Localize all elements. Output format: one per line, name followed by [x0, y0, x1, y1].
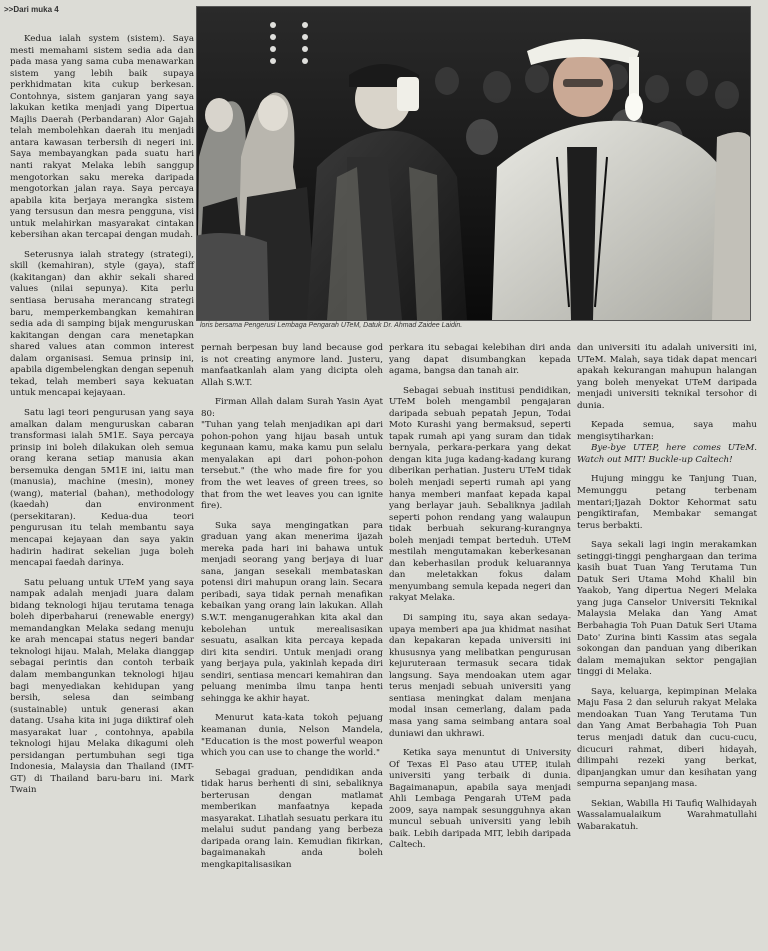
paragraph: Ketika saya menuntut di University Of Texas El Paso atau UTEP, itulah universiti yang terbaik di dunia. Bagaimanapun, apabila saya menjadi Ahli Lembaga Pengarah UTeM pada 2009, saya nampak sesungguhnya akan muncul sebuah universiti yang lebih baik. Lebih daripada MIT, lebih daripada Caltech. — [389, 748, 571, 851]
article-column-3 — [389, 343, 571, 852]
paragraph: Saya, keluarga, kepimpinan Melaka Maju Fasa 2 dan seluruh rakyat Melaka mendoakan Tuan Yang Terutama Tun dan Yang Amat Berbahagia Toh Puan terus menjadi datuk dan cucu-cucu, dicucuri rahmat, diberi hidayah, dilimpahi rezeki yang berkat, dipanjangkan umur dan kesihatan yang sempurna sepanjang masa. — [577, 686, 757, 790]
pantun: Hujung minggu ke Tanjung Tuan, Memunggu petang terbenam mentari;Ijazah Doktor Kehormat satu pengiktirafan, Membakar semangat terus berbakti. — [577, 474, 757, 531]
paragraph: perkara itu sebagai kelebihan diri anda yang dapat disumbangkan kepada agama, bangsa dan tanah air. — [389, 343, 571, 377]
paragraph: Satu lagi teori pengurusan yang saya amalkan dalam menguruskan cabaran transformasi ialah 5M1E. Saya percaya prinsip ini boleh dilakukan oleh semua orang kerana setiap manusia akan bersemuka dengan 5M1E ini, iaitu man (manusia), machine (mesin), money (wang), material (bahan), methodology (kaedah) dan environment (persekitaran). Kedua-dua teori pengurusan itu telah membantu saya mencapai kejayaan dan saya yakin hadirin hadirat sekelian juga boleh mencapai faedah darinya. — [10, 407, 194, 569]
paragraph: dan universiti itu adalah universiti ini, UTeM. Malah, saya tidak dapat mencari apakah kekurangan mahupun halangan yang boleh menyekat UTeM daripada menjadi universiti teknikal tersohor di dunia. — [577, 343, 757, 411]
paragraph: Sebagai sebuah institusi pendidikan, UTeM boleh mengambil pengajaran daripada sebuah pepatah Jepun, Todai Moto Kurashi yang bermaksud, seperti tapak rumah api yang suram dan tidak bernyala, perkara-perkara yang dekat dengan kita juga kadang-kadang kurang diberikan perhatian. Justeru UTeM tidak boleh menjadi seperti rumah api yang hanya memberi manfaat kepada kapal yang berlayar jauh. Sebaliknya jadilah seperti pohon rendang yang walaupun tidak berbuah sekurang-kurangnya boleh menjadi tempat berteduh. UTeM mestilah mengutamakan keberkesanan dan keberhasilan produk keluarannya dan meletakkan fokus dalam menyumbang semula kepada negeri dan rakyat Melaka. — [389, 385, 571, 604]
paragraph: Firman Allah dalam Surah Yasin Ayat 80: — [201, 397, 383, 419]
paragraph: Kedua ialah system (sistem). Saya mesti memahami sistem sedia ada dan pada masa yang sama cuba menawarkan sistem yang lebih baik supaya perkhidmatan kita cukup berkesan. Contohnya, sistem ganjaran yang saya lakukan ketika menjadi yang Dipertua Majlis Daerah (Perbandaran) Alor Gajah telah membolehkan daerah itu menjadi antara kawasan terbersih di negeri ini. Saya membayangkan pada suatu hari nanti rakyat Melaka lebih sanggup mengotorkan saku mereka daripada mengotorkan jalan raya. Saya percaya apabila kita berjaya merangka sistem yang tersusun dan mesra pengguna, visi untuk melahirkan masyarakat cintakan kebersihan akan tercapai dengan mudah. — [10, 34, 194, 241]
paragraph: Sebagai graduan, pendidikan anda tidak harus berhenti di sini, sebaliknya berterusan dengan matlamat memberikan manfaatnya kepada masyarakat. Lihatlah sesuatu perkara itu melalui sudut pandang yang berbeza daripada orang lain. Kemudian fikirkan, bagaimanakah anda boleh mengkapitalisasikan — [201, 767, 383, 870]
paragraph: Suka saya mengingatkan para graduan yang akan menerima ijazah mereka pada hari ini bahawa untuk menjadi seorang yang berjaya di luar sana, jangan sesekali membataskan potensi diri mahupun orang lain. Secara peribadi, saya tidak pernah menafikan kebaikan yang orang lain lakukan. Allah S.W.T. menganugerahkan kita akal dan kebolehan untuk merealisasikan sesuatu, asalkan kita percaya kepada diri kita sendiri. Untuk menjadi orang yang berjaya pula, yakinlah kepada diri sendiri, sentiasa mencari kemahiran dan peluang menimba ilmu tanpa henti sehingga ke akhir hayat. — [201, 520, 383, 704]
running-head: >>Dari muka 4 — [4, 5, 59, 14]
declaration: Bye-bye UTEP, here comes UTeM. Watch out MIT! Buckle-up Caltech! — [577, 443, 757, 465]
photo-illustration — [197, 7, 750, 320]
paragraph: Seterusnya ialah strategy (strategi), skill (kemahiran), style (gaya), staff (kakitangan) dan akhir sekali shared values (nilai sepunya). Kita perlu sentiasa berusaha merancang strategi baru, memperkembangkan kemahiran sedia ada di samping bijak menguruskan kakitangan dengan cara menetapkan shared values atan common interest dalam organisasi. Semua prinsip ini, apabila digembelengkan dengan sepenuh tekad, telah memberi saya kekuatan untuk mencapai kejayaan. — [10, 249, 194, 399]
closing: Sekian, Wabilla Hi Taufiq Walhidayah Wassalamualaikum Warahmatullahi Wabarakatuh. — [577, 798, 757, 832]
paragraph: Saya sekali lagi ingin merakamkan setinggi-tinggi penghargaan dan terima kasih buat Tuan Yang Terutama Tun Datuk Seri Utama Mohd Khalil bin Yaakob, Yang dipertua Negeri Melaka yang juga Canselor Universiti Teknikal Malaysia Melaka dan Yang Amat Berbahagia Toh Puan Datuk Seri Utama Dato' Zurina binti Kassim atas segala sokongan dan panduan yang diberikan dalam memajukan sektor pengajian tinggi di Melaka. — [577, 540, 757, 678]
paragraph: pernah berpesan buy land because god is not creating anymore land. Justeru, manfaatkanlah alam yang dicipta oleh Allah S.W.T. — [201, 343, 383, 388]
article-column-2 — [201, 343, 383, 872]
article-column-4 — [577, 343, 757, 833]
paragraph: Di samping itu, saya akan sedaya-upaya memberi apa jua khidmat nasihat dan kepakaran kepada universiti ini khususnya yang melibatkan pengurusan kejuruteraan termasuk secara tidak langsung. Saya mendoakan utem agar terus menjadi sebuah universiti yang sentiasa meningkat dalam menjana modal insan cemerlang, dalam pada masa yang sama seimbang antara soal duniawi dan ukhrawi. — [389, 613, 571, 739]
paragraph: Menurut kata-kata tokoh pejuang keamanan dunia, Nelson Mandela, "Education is the most powerful weapon which you can use to change the world." — [201, 713, 383, 759]
photo-caption: loris bersama Pengerusi Lembaga Pengarah UTeM, Datuk Dr. Ahmad Zaidee Laidin. — [200, 322, 463, 329]
graduation-photo — [196, 6, 751, 321]
article-column-1 — [10, 34, 194, 797]
paragraph: Kepada semua, saya mahu mengisytiharkan: — [577, 420, 757, 442]
quranic-quote: "Tuhan yang telah menjadikan api dari pohon-pohon yang hijau basah untuk kegunaan kamu, maka kamu pun selalu menyalakan api dari pohon-pohon tersebut." (the who made fire for you from the wet leaves of green trees, so that from the wet leaves you can ignite fire). — [201, 420, 383, 512]
paragraph: Satu peluang untuk UTeM yang saya nampak adalah menjadi juara dalam bidang teknologi hijau terutama tenaga boleh diperbaharui (renewable energy) memandangkan Melaka sedang menuju ke arah mencapai status negeri bandar teknologi hijau. Malah, Melaka dianggap sebagai perintis dan contoh terbaik dalam membangunkan teknologi hijau bagi menyediakan kehidupan yang bersih, selesa dan seimbang (sustainable) untuk generasi akan datang. Usaha kita ini juga diiktiraf oleh masyarakat luar , contohnya, apabila teknologi hijau Melaka dikagumi oleh persidangan pertumbuhan segi tiga Indonesia, Malaysia dan Thailand (IMT-GT) di Thailand baru-baru ini. Mark Twain — [10, 577, 194, 796]
